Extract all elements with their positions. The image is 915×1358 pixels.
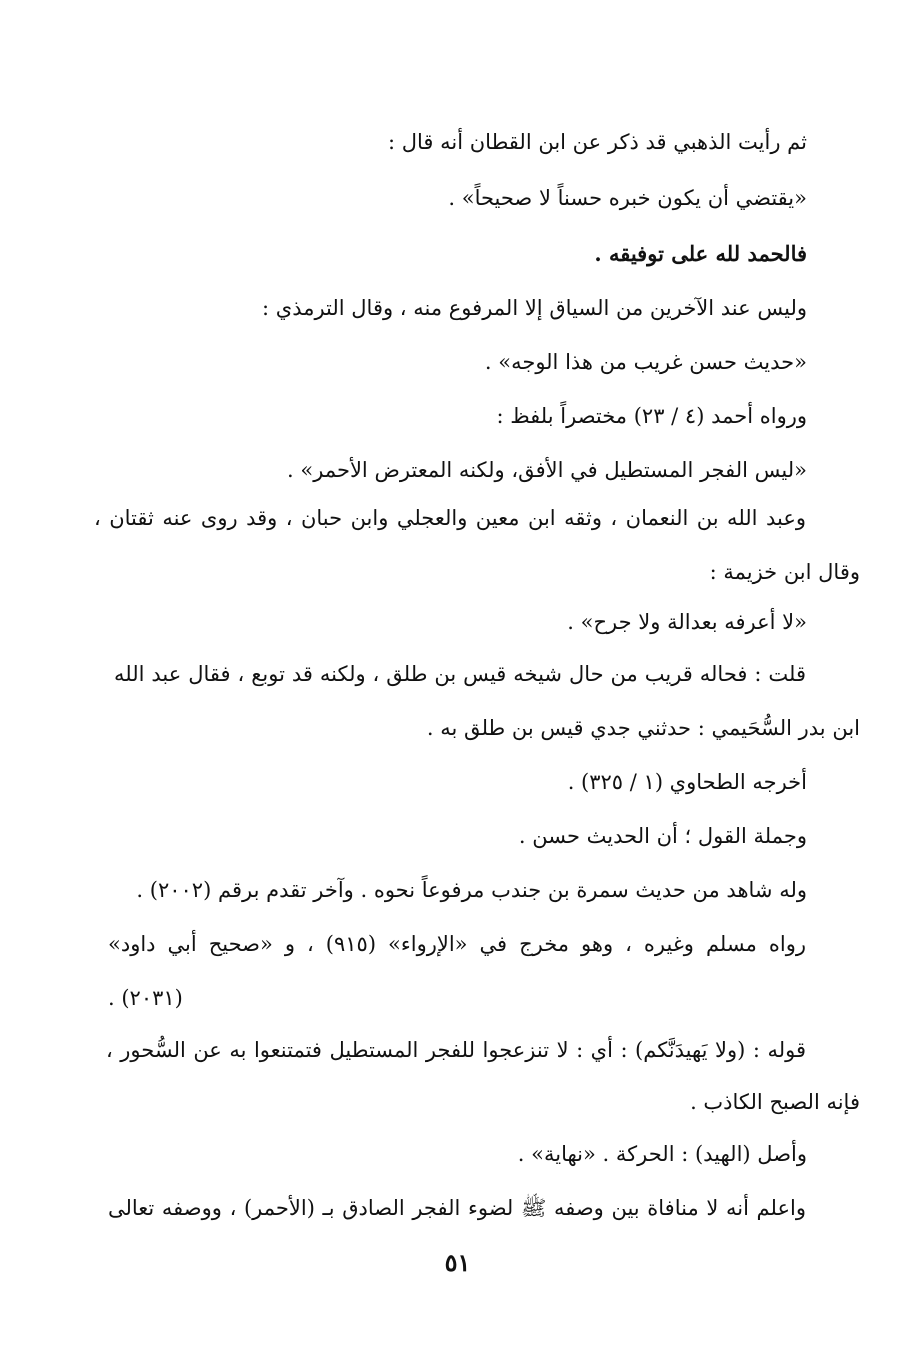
text-line-2: «يقتضي أن يكون خبره حسناً لا صحيحاً» . [448, 186, 807, 210]
text-line-1: ثم رأيت الذهبي قد ذكر عن ابن القطان أنه قال : [388, 130, 807, 154]
text-line-10: «لا أعرفه بعدالة ولا جرح» . [567, 610, 807, 634]
text-line-12: ابن بدر السُّحَيمي : حدثني جدي قيس بن طلق به . [426, 716, 860, 740]
text-line-6: ورواه أحمد (٤ / ٢٣) مختصراً بلفظ : [496, 404, 807, 428]
page-number: ٥١ [444, 1248, 471, 1277]
text-line-17: (٢٠٣١) . [108, 986, 183, 1010]
text-line-13: أخرجه الطحاوي (١ / ٣٢٥) . [567, 770, 807, 794]
text-line-7: «ليس الفجر المستطيل في الأفق، ولكنه المعترض الأحمر» . [287, 458, 807, 482]
text-line-3: فالحمد لله على توفيقه . [594, 241, 807, 266]
text-line-4: وليس عند الآخرين من السياق إلا المرفوع منه ، وقال الترمذي : [262, 296, 807, 320]
text-line-9: وقال ابن خزيمة : [709, 560, 860, 584]
text-line-11: قلت : فحاله قريب من حال شيخه قيس بن طلق ، ولكنه قد توبع ، فقال عبد الله [114, 662, 806, 686]
text-line-14: وجملة القول ؛ أن الحديث حسن . [518, 824, 807, 848]
text-line-20: وأصل (الهيد) : الحركة . «نهاية» . [517, 1142, 807, 1166]
text-line-8: وعبد الله بن النعمان ، وثقه ابن معين والعجلي وابن حبان ، وقد روى عنه ثقتان ، [94, 506, 806, 530]
text-line-16: رواه مسلم وغيره ، وهو مخرج في «الإرواء» (٩١٥) ، و «صحيح أبي داود» [108, 932, 806, 956]
text-line-18: قوله : (ولا يَهيدَنَّكم) : أي : لا تنزعجوا للفجر المستطيل فتمتنعوا به عن السُّحور ، [106, 1038, 806, 1062]
text-line-21: واعلم أنه لا منافاة بين وصفه ﷺ لضوء الفجر الصادق بـ (الأحمر) ، ووصفه تعالى [108, 1196, 806, 1220]
text-line-5: «حديث حسن غريب من هذا الوجه» . [484, 350, 807, 374]
text-line-15: وله شاهد من حديث سمرة بن جندب مرفوعاً نحوه . وآخر تقدم برقم (٢٠٠٢) . [136, 878, 807, 902]
text-line-19: فإنه الصبح الكاذب . [690, 1090, 860, 1114]
